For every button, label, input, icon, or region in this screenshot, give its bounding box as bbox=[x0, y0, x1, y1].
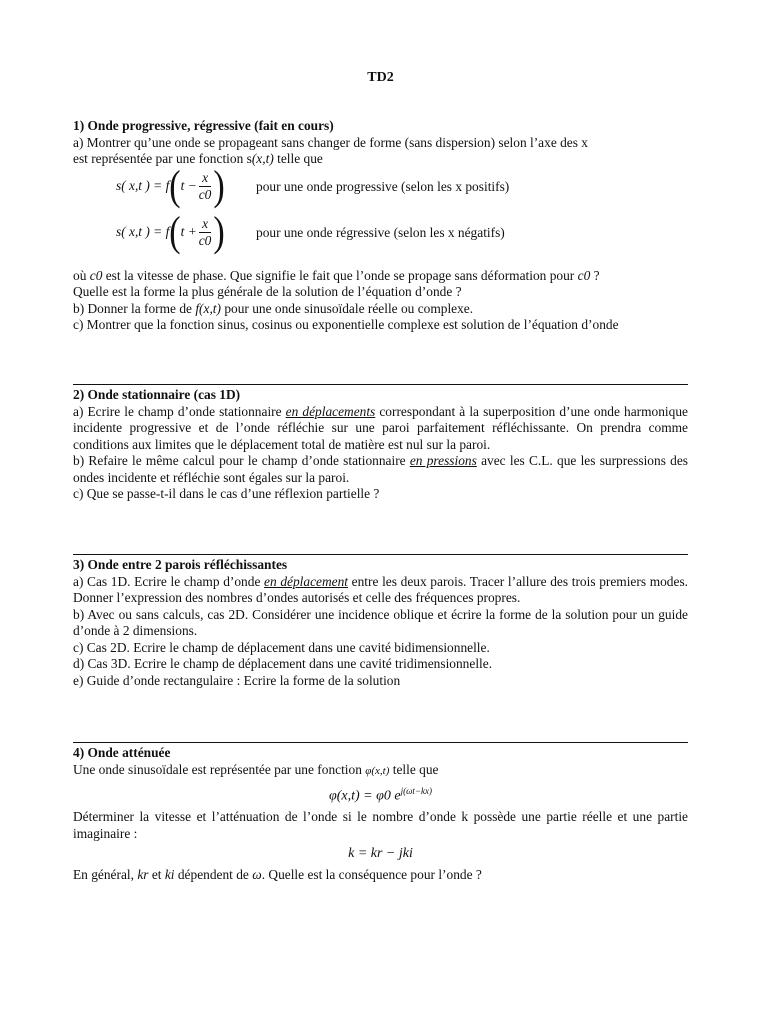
s1-general-question: Quelle est la forme la plus générale de la solution de l’équation d’onde ? bbox=[73, 284, 462, 299]
equation-progressive: s( x,t ) = f(t − $\frac{x}{c0}$ ) pour une onde progressive (selon les x positifs) bbox=[116, 162, 510, 209]
s2-b: b) Refaire le même calcul pour le champ d’onde stationnaire en pressions avec les C.L. que les surpressions des ondes incidente et réfléchie sont égales sur la paroi. bbox=[73, 453, 688, 485]
section-2-heading: 2) Onde stationnaire (cas 1D) bbox=[73, 387, 241, 402]
s3-d: d) Cas 3D. Ecrire le champ de déplacement dans une cavité tridimensionnelle. bbox=[73, 656, 493, 671]
eq1-description: pour une onde progressive (selon les x positifs) bbox=[256, 178, 510, 194]
eq2-description: pour une onde régressive (selon les x négatifs) bbox=[256, 224, 505, 240]
s1-a-line2: est représentée par une fonction s(x,t) telle que bbox=[73, 151, 323, 166]
s1-c: c) Montrer que la fonction sinus, cosinus ou exponentielle complexe est solution de l’équation d’onde bbox=[73, 317, 619, 332]
s3-a: a) Cas 1D. Ecrire le champ d’onde en déplacement entre les deux parois. Tracer l’allure des trois premiers modes. Donner l’expression des nombres d’ondes autorisés et celle des fréquences propres. bbox=[73, 573, 689, 605]
s1-phase-line: où c0 est la vitesse de phase. Que signifie le fait que l’onde se propage sans déformation pour c0 ? bbox=[73, 267, 600, 283]
s2-c: c) Que se passe-t-il dans le cas d’une réflexion partielle ? bbox=[73, 486, 380, 501]
s1-a-line1: a) Montrer qu’une onde se propageant sans changer de forme (sans dispersion) selon l’axe des x bbox=[73, 134, 588, 150]
s4-equation-phi: φ(x,t) = φ0 $e^{j(\omega t-kx)}$ bbox=[328, 786, 432, 804]
section-1 bbox=[73, 118, 688, 334]
section-3 bbox=[73, 554, 688, 689]
s3-c: c) Cas 2D. Ecrire le champ de déplacement dans une cavité bidimensionnelle. bbox=[73, 639, 490, 655]
s3-b: b) Avec ou sans calculs, cas 2D. Considérer une incidence oblique et écrire la forme de la solution pour un guide d’onde à 2 dimensions. bbox=[73, 606, 688, 638]
document-title: TD2 bbox=[367, 70, 394, 85]
section-4 bbox=[73, 742, 688, 883]
s4-conclusion: En général, kr et ki dépendent de ω. Quelle est la conséquence pour l’onde ? bbox=[73, 866, 482, 882]
s3-e: e) Guide d’onde rectangulaire : Ecrire la forme de la solution bbox=[73, 672, 401, 688]
s4-determine: Déterminer la vitesse et l’atténuation de l’onde si le nombre d’onde k possède une partie réelle et une partie imaginaire : bbox=[73, 809, 688, 841]
section-4-heading: 4) Onde atténuée bbox=[73, 745, 171, 760]
s2-a: a) Ecrire le champ d’onde stationnaire en déplacements correspondant à la superposition d’une onde harmonique incidente progressive et de l’onde réfléchie sur une paroi parfaitement réfléchissante. On prendra comme conditions aux limites que le déplacement total de matière est nul sur la paroi. bbox=[73, 403, 688, 452]
section-3-heading: 3) Onde entre 2 parois réfléchissantes bbox=[73, 557, 288, 572]
section-1-heading: 1) Onde progressive, régressive (fait en cours) bbox=[73, 118, 334, 133]
s4-intro: Une onde sinusoïdale est représentée par une fonction φ(x,t) telle que bbox=[73, 761, 439, 777]
s1-b: b) Donner la forme de f(x,t) pour une onde sinusoïdale réelle ou complexe. bbox=[73, 300, 474, 316]
section-2 bbox=[73, 384, 688, 503]
s4-equation-k: k = kr − jki bbox=[348, 846, 413, 862]
equation-regressive: s( x,t ) = f(t + $\frac{x}{c0}$ ) pour une onde régressive (selon les x négatifs) bbox=[116, 208, 505, 255]
